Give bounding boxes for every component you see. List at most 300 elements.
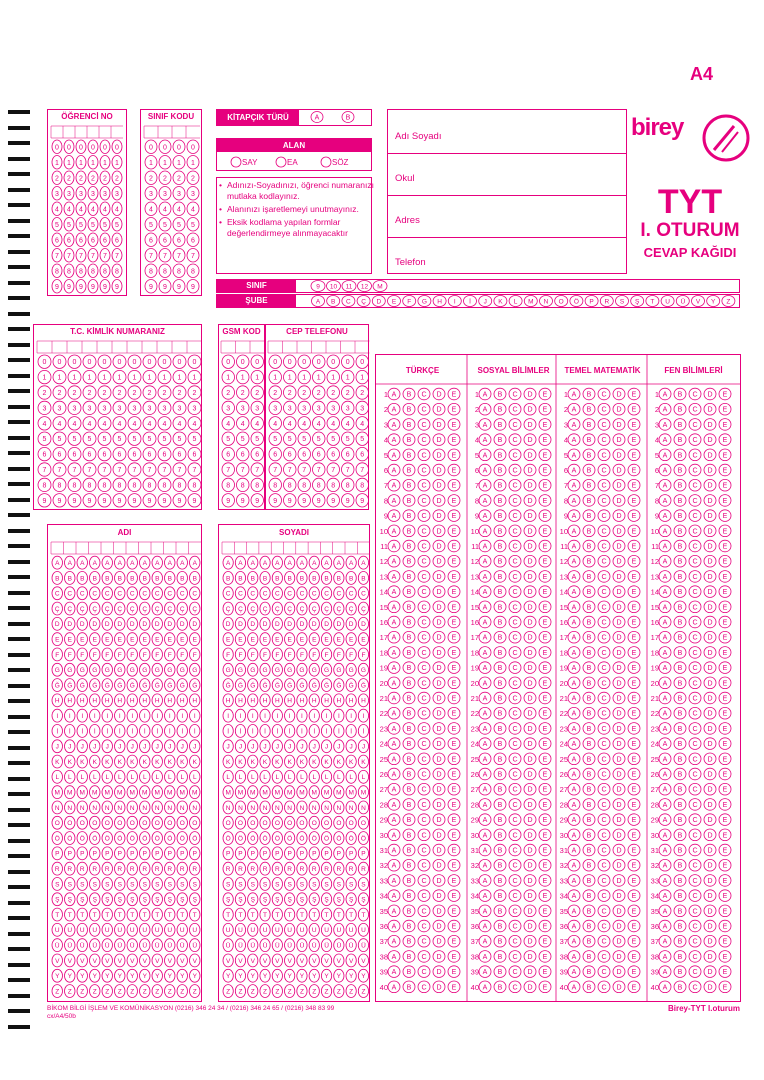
answer-bubble-label: D: [616, 801, 622, 809]
surname-bubble-label: C: [274, 590, 280, 598]
answer-bubble-label: D: [616, 604, 622, 612]
answer-bubble-label: B: [406, 437, 412, 445]
surname-bubble-label: P: [287, 850, 292, 858]
first-name-bubble-label: S: [117, 881, 122, 889]
answer-bubble-label: A: [391, 710, 397, 718]
answer-bubble-label: C: [512, 482, 518, 490]
first-name-bubble-label: J: [193, 743, 197, 751]
answer-bubble-label: C: [692, 938, 698, 946]
phone-bubble-label: 5: [287, 436, 292, 444]
first-name-bubble-label: İ: [143, 728, 146, 736]
answer-bubble-label: A: [571, 771, 577, 779]
tc-bubble-label: 1: [177, 374, 182, 382]
first-name-bubble-label: H: [54, 697, 60, 705]
answer-bubble-label: E: [722, 391, 728, 399]
gsm-bubble-label: 9: [226, 497, 231, 505]
first-name-bubble-label: U: [129, 927, 135, 935]
surname-bubble-label: G: [360, 667, 366, 675]
question-number: 10: [379, 526, 388, 536]
surname-bubble-label: V: [324, 957, 329, 965]
answer-bubble-label: B: [497, 756, 503, 764]
answer-bubble-label: D: [707, 634, 713, 642]
class-code-bubble-label: 7: [163, 252, 167, 260]
answer-bubble-label: D: [436, 665, 442, 673]
answer-bubble-label: B: [406, 604, 412, 612]
surname-bubble-label: I: [350, 712, 353, 720]
first-name-bubble-label: P: [67, 850, 72, 858]
answer-bubble-label: D: [707, 953, 713, 961]
answer-bubble-label: D: [527, 482, 533, 490]
student-no-bubble-label: 7: [91, 252, 95, 260]
tc-bubble-label: 6: [102, 451, 107, 459]
answer-bubble-label: E: [722, 801, 728, 809]
answer-bubble-label: A: [391, 513, 397, 521]
student-no-bubble-label: 6: [55, 237, 59, 245]
student-no-bubble-label: 5: [79, 221, 83, 229]
first-name-bubble-label: C: [154, 590, 160, 598]
answer-bubble-label: D: [436, 771, 442, 779]
answer-bubble-label: B: [406, 528, 412, 536]
phone-bubble-label: 2: [287, 390, 292, 398]
first-name-bubble-label: O: [167, 820, 173, 828]
answer-bubble-label: B: [497, 665, 503, 673]
surname-bubble-label: Ğ: [360, 682, 366, 690]
tc-bubble-label: 7: [147, 467, 152, 475]
answer-bubble-label: A: [482, 969, 488, 977]
answer-bubble-label: B: [406, 832, 412, 840]
gsm-bubble-label: 2: [226, 390, 231, 398]
first-name-bubble-label: C: [192, 590, 198, 598]
answer-bubble-label: B: [406, 680, 412, 688]
answer-bubble-label: B: [406, 953, 412, 961]
answer-bubble-label: A: [391, 543, 397, 551]
student-no-bubble-label: 6: [79, 237, 83, 245]
surname-bubble-label: U: [287, 927, 293, 935]
question-number: 28: [650, 800, 659, 810]
answer-bubble-label: E: [631, 543, 637, 551]
answer-bubble-label: D: [707, 786, 713, 794]
phone-bubble-label: 8: [316, 482, 321, 490]
answer-bubble-label: E: [542, 406, 548, 414]
surname-bubble-label: B: [336, 575, 342, 583]
answer-bubble-label: B: [677, 406, 683, 414]
answer-bubble-label: E: [631, 528, 637, 536]
student-no-bubble-label: 9: [115, 283, 119, 291]
answer-bubble-label: A: [482, 710, 488, 718]
answer-bubble-label: B: [497, 558, 503, 566]
tc-bubble-label: 7: [192, 467, 197, 475]
first-name-bubble-label: T: [117, 911, 122, 919]
gsm-bubble-label: 4: [240, 420, 245, 428]
branch-option-label: P: [589, 298, 594, 306]
answer-bubble-label: B: [586, 741, 592, 749]
question-number: 35: [650, 906, 659, 916]
answer-bubble-label: D: [527, 528, 533, 536]
answer-bubble-label: A: [482, 877, 488, 885]
answer-bubble-label: E: [631, 589, 637, 597]
answer-bubble-label: C: [692, 953, 698, 961]
first-name-bubble-label: F: [67, 651, 72, 659]
answer-bubble-label: E: [542, 710, 548, 718]
first-name-bubble-label: E: [67, 636, 72, 644]
class-code-bubble-label: 1: [177, 159, 181, 167]
phone-bubble-label: 0: [360, 359, 365, 367]
answer-bubble-label: D: [616, 467, 622, 475]
question-number: 27: [379, 785, 388, 795]
question-number: 6: [563, 466, 568, 475]
surname-bubble-label: A: [324, 559, 329, 567]
question-number: 23: [559, 724, 568, 734]
answer-bubble-label: D: [616, 649, 622, 657]
student-no-bubble-label: 3: [91, 190, 95, 198]
first-name-bubble-label: İ: [156, 728, 159, 736]
first-name-bubble-label: T: [167, 911, 172, 919]
answer-bubble-label: D: [616, 680, 622, 688]
first-name-bubble-label: Y: [80, 973, 85, 981]
question-number: 16: [650, 618, 659, 627]
first-name-bubble-label: U: [179, 927, 185, 935]
class-code-bubble-label: 3: [149, 190, 153, 198]
question-number: 22: [470, 709, 479, 719]
first-name-bubble-label: K: [67, 758, 72, 766]
answer-bubble-label: A: [571, 847, 577, 855]
branch-option-label: E: [391, 298, 397, 306]
answer-bubble-label: D: [436, 725, 442, 733]
first-name-bubble-label: H: [92, 697, 98, 705]
answer-bubble-label: D: [436, 862, 442, 870]
answer-bubble-label: D: [527, 832, 533, 840]
answer-bubble-label: C: [692, 725, 698, 733]
phone-bubble-label: 8: [360, 482, 365, 490]
branch-option-label: T: [650, 298, 655, 306]
first-name-bubble-label: B: [155, 575, 160, 583]
tc-bubble-label: 0: [192, 359, 197, 367]
first-name-bubble-label: O: [192, 820, 198, 828]
first-name-bubble-label: İ: [56, 728, 59, 736]
answer-bubble-label: E: [542, 649, 548, 657]
answer-bubble-label: D: [527, 786, 533, 794]
answer-bubble-label: A: [391, 452, 397, 460]
answer-bubble-label: C: [601, 786, 607, 794]
field-option-SAY[interactable]: [231, 157, 241, 167]
answer-bubble-label: D: [616, 877, 622, 885]
tc-bubble-label: 4: [132, 420, 137, 428]
surname-bubble-label: Ç: [311, 605, 317, 613]
answer-bubble-label: E: [722, 817, 728, 825]
tc-bubble-label: 7: [162, 467, 167, 475]
answer-bubble-label: E: [542, 725, 548, 733]
answer-bubble-label: D: [616, 862, 622, 870]
answer-bubble-label: A: [571, 969, 577, 977]
answer-bubble-label: B: [586, 725, 592, 733]
answer-bubble-label: A: [391, 665, 397, 673]
student-no-bubble-label: 7: [67, 252, 71, 260]
answer-bubble-label: B: [586, 817, 592, 825]
answer-bubble-label: C: [692, 649, 698, 657]
answer-bubble-label: C: [421, 756, 427, 764]
answer-bubble-label: C: [512, 528, 518, 536]
answer-bubble-label: E: [631, 786, 637, 794]
answer-bubble-label: D: [527, 558, 533, 566]
answer-bubble-label: C: [601, 832, 607, 840]
answer-bubble-label: C: [512, 437, 518, 445]
answer-bubble-label: E: [451, 589, 457, 597]
class-code-bubble-label: 6: [149, 237, 153, 245]
tc-bubble-label: 9: [87, 497, 92, 505]
first-name-label: ADI: [117, 528, 132, 537]
answer-bubble-label: C: [601, 406, 607, 414]
answer-bubble-label: B: [497, 391, 503, 399]
first-name-bubble-label: İ: [118, 728, 121, 736]
question-number: 27: [559, 785, 568, 795]
answer-bubble-label: B: [586, 482, 592, 490]
gsm-bubble-label: 7: [240, 467, 245, 475]
tc-bubble-label: 5: [132, 436, 137, 444]
surname-bubble-label: R: [225, 865, 231, 873]
tc-bubble-label: 8: [162, 482, 167, 490]
answer-bubble-label: E: [722, 467, 728, 475]
answer-bubble-label: C: [421, 908, 427, 916]
surname-bubble-label: N: [287, 804, 293, 812]
answer-bubble-label: C: [601, 513, 607, 521]
answer-bubble-label: D: [616, 817, 622, 825]
answer-bubble-label: B: [497, 528, 503, 536]
answer-bubble-label: E: [451, 543, 457, 551]
answer-bubble-label: A: [662, 573, 668, 581]
answer-bubble-label: A: [571, 421, 577, 429]
gsm-bubble-label: 2: [240, 390, 245, 398]
answer-bubble-label: A: [571, 573, 577, 581]
answer-bubble-label: D: [616, 832, 622, 840]
question-number: 8: [563, 496, 568, 506]
first-name-bubble-label: G: [79, 667, 85, 675]
surname-bubble-label: A: [238, 559, 243, 567]
answer-bubble-label: A: [571, 862, 577, 870]
surname-bubble-label: P: [299, 850, 305, 858]
answer-bubble-label: B: [497, 847, 503, 855]
surname-bubble-label: L: [287, 774, 292, 782]
answer-bubble-label: C: [512, 634, 518, 642]
first-name-bubble-label: İ: [181, 728, 184, 736]
answer-bubble-label: A: [571, 817, 577, 825]
answer-bubble-label: A: [571, 634, 577, 642]
answer-bubble-label: C: [601, 452, 607, 460]
answer-bubble-label: D: [707, 969, 713, 977]
surname-bubble-label: H: [324, 697, 329, 705]
answer-bubble-label: E: [542, 604, 548, 612]
answer-bubble-label: C: [421, 786, 427, 794]
first-name-bubble-label: J: [143, 743, 147, 751]
answer-bubble-label: B: [677, 543, 683, 551]
first-name-bubble-label: H: [154, 697, 160, 705]
surname-bubble-label: I: [337, 712, 340, 720]
answer-bubble-label: E: [542, 482, 548, 490]
first-name-bubble-label: F: [130, 651, 135, 659]
answer-bubble-label: D: [527, 923, 533, 931]
answer-bubble-label: C: [512, 847, 518, 855]
field-option-SÖZ[interactable]: [321, 157, 331, 167]
tc-bubble-label: 6: [192, 451, 197, 459]
branch-option-label: C: [346, 298, 351, 306]
answer-bubble-label: B: [677, 817, 683, 825]
surname-bubble-label: Y: [287, 973, 292, 981]
answer-bubble-label: E: [631, 619, 637, 627]
surname-bubble-label: Ç: [225, 605, 231, 613]
surname-bubble-label: L: [238, 774, 243, 782]
surname-bubble-label: Z: [250, 988, 255, 996]
answer-bubble-label: D: [616, 786, 622, 794]
answer-bubble-label: B: [406, 923, 412, 931]
booklet-option-A-label: A: [314, 114, 320, 122]
answer-bubble-label: B: [586, 969, 592, 977]
surname-bubble-label: Ü: [250, 942, 256, 950]
answer-bubble-label: D: [527, 862, 533, 870]
tc-bubble-label: 5: [42, 436, 47, 444]
answer-bubble-label: C: [692, 877, 698, 885]
question-number: 28: [559, 800, 568, 810]
question-number: 35: [559, 906, 568, 916]
surname-bubble-label: L: [275, 774, 280, 782]
first-name-bubble-label: P: [192, 850, 197, 858]
phone-bubble-label: 1: [360, 374, 365, 382]
surname-bubble-label: Y: [348, 973, 354, 981]
question-number: 19: [470, 663, 479, 673]
surname-bubble-label: J: [288, 743, 292, 751]
surname-bubble-label: Ö: [360, 835, 366, 843]
first-name-bubble-label: Ç: [79, 605, 85, 613]
first-name-bubble-label: G: [192, 667, 198, 675]
student-no-bubble-label: 3: [115, 190, 119, 198]
answer-bubble-label: B: [497, 741, 503, 749]
answer-bubble-label: E: [542, 695, 548, 703]
first-name-bubble-label: J: [155, 743, 159, 751]
answer-bubble-label: D: [707, 680, 713, 688]
answer-bubble-label: E: [451, 604, 457, 612]
first-name-bubble-label: Ş: [55, 896, 60, 904]
answer-bubble-label: C: [421, 406, 427, 414]
answer-bubble-label: A: [482, 862, 488, 870]
phone-bubble-label: 8: [302, 482, 307, 490]
first-name-bubble-label: Ü: [167, 942, 173, 950]
answer-bubble-label: C: [692, 893, 698, 901]
student-no-bubble-label: 7: [103, 252, 107, 260]
gsm-bubble-label: 6: [255, 451, 260, 459]
answer-bubble-label: E: [722, 665, 728, 673]
answer-bubble-label: D: [527, 497, 533, 505]
tc-bubble-label: 2: [147, 390, 152, 398]
answer-bubble-label: E: [451, 923, 457, 931]
tc-bubble-label: 1: [192, 374, 197, 382]
answer-bubble-label: D: [707, 513, 713, 521]
question-number: 7: [654, 481, 659, 491]
answer-bubble-label: E: [451, 938, 457, 946]
answer-bubble-label: E: [631, 862, 637, 870]
answer-bubble-label: D: [616, 513, 622, 521]
answer-bubble-label: D: [436, 467, 442, 475]
answer-bubble-label: C: [601, 649, 607, 657]
answer-bubble-label: A: [662, 619, 668, 627]
first-name-bubble-label: L: [55, 774, 60, 782]
surname-bubble-label: Ş: [361, 896, 366, 904]
surname-bubble-label: T: [226, 911, 231, 919]
tc-bubble-label: 5: [147, 436, 152, 444]
answer-bubble-label: A: [391, 832, 397, 840]
answer-bubble-label: E: [631, 893, 637, 901]
first-name-bubble-label: M: [54, 789, 60, 797]
answer-bubble-label: E: [542, 893, 548, 901]
first-name-bubble-label: G: [54, 667, 60, 675]
first-name-bubble-label: A: [130, 559, 135, 567]
surname-bubble-label: Ğ: [324, 682, 330, 690]
answer-bubble-label: C: [421, 938, 427, 946]
first-name-bubble-label: Y: [192, 973, 197, 981]
surname-bubble-label: J: [312, 743, 316, 751]
surname-bubble-label: I: [313, 712, 316, 720]
student-no-bubble-label: 1: [115, 159, 119, 167]
answer-bubble-label: B: [677, 710, 683, 718]
first-name-bubble-label: E: [180, 636, 185, 644]
answer-bubble-label: D: [707, 497, 713, 505]
gsm-bubble-label: 3: [240, 405, 245, 413]
answer-bubble-label: A: [662, 710, 668, 718]
answer-bubble-label: A: [482, 665, 488, 673]
question-number: 19: [559, 663, 568, 673]
first-name-bubble-label: T: [92, 911, 97, 919]
surname-bubble-label: V: [336, 957, 342, 965]
answer-bubble-label: B: [497, 619, 503, 627]
first-name-bubble-label: H: [167, 697, 173, 705]
first-name-bubble-label: P: [142, 850, 147, 858]
first-name-bubble-label: Ğ: [167, 682, 173, 690]
surname-bubble-label: B: [250, 575, 255, 583]
tc-bubble-label: 5: [117, 436, 122, 444]
first-name-bubble-label: U: [154, 927, 160, 935]
field-option-EA[interactable]: [276, 157, 286, 167]
question-number: 25: [470, 754, 479, 764]
answer-bubble-label: A: [482, 908, 488, 916]
phone-bubble-label: 9: [360, 497, 365, 505]
answer-bubble-label: B: [586, 604, 592, 612]
answer-bubble-label: B: [406, 391, 412, 399]
question-number: 25: [559, 754, 568, 764]
first-name-bubble-label: Z: [92, 988, 97, 996]
surname-bubble-label: M: [237, 789, 244, 797]
surname-bubble-label: O: [287, 820, 293, 828]
first-name-bubble-label: Ç: [179, 605, 185, 613]
answer-bubble-label: E: [631, 406, 637, 414]
surname-bubble-label: Ö: [324, 835, 330, 843]
answer-bubble-label: C: [512, 832, 518, 840]
question-number: 23: [650, 724, 659, 734]
answer-bubble-label: C: [692, 558, 698, 566]
branch-option-label: Ö: [573, 298, 579, 306]
question-number: 11: [560, 542, 568, 551]
tc-bubble-label: 9: [72, 497, 77, 505]
answer-bubble-label: C: [601, 847, 607, 855]
class-code-bubble-label: 8: [149, 268, 153, 276]
surname-bubble-label: O: [324, 820, 330, 828]
surname-bubble-label: Ö: [262, 835, 268, 843]
tc-label: T.C. KİMLİK NUMARANIZ: [70, 327, 165, 336]
answer-bubble-label: A: [662, 421, 668, 429]
answer-bubble-label: C: [692, 923, 698, 931]
answer-bubble-label: C: [421, 695, 427, 703]
answer-bubble-label: A: [482, 406, 488, 414]
surname-bubble-label: Y: [324, 973, 329, 981]
tc-bubble-label: 8: [132, 482, 137, 490]
answer-bubble-label: C: [601, 573, 607, 581]
gsm-bubble-label: 6: [226, 451, 231, 459]
